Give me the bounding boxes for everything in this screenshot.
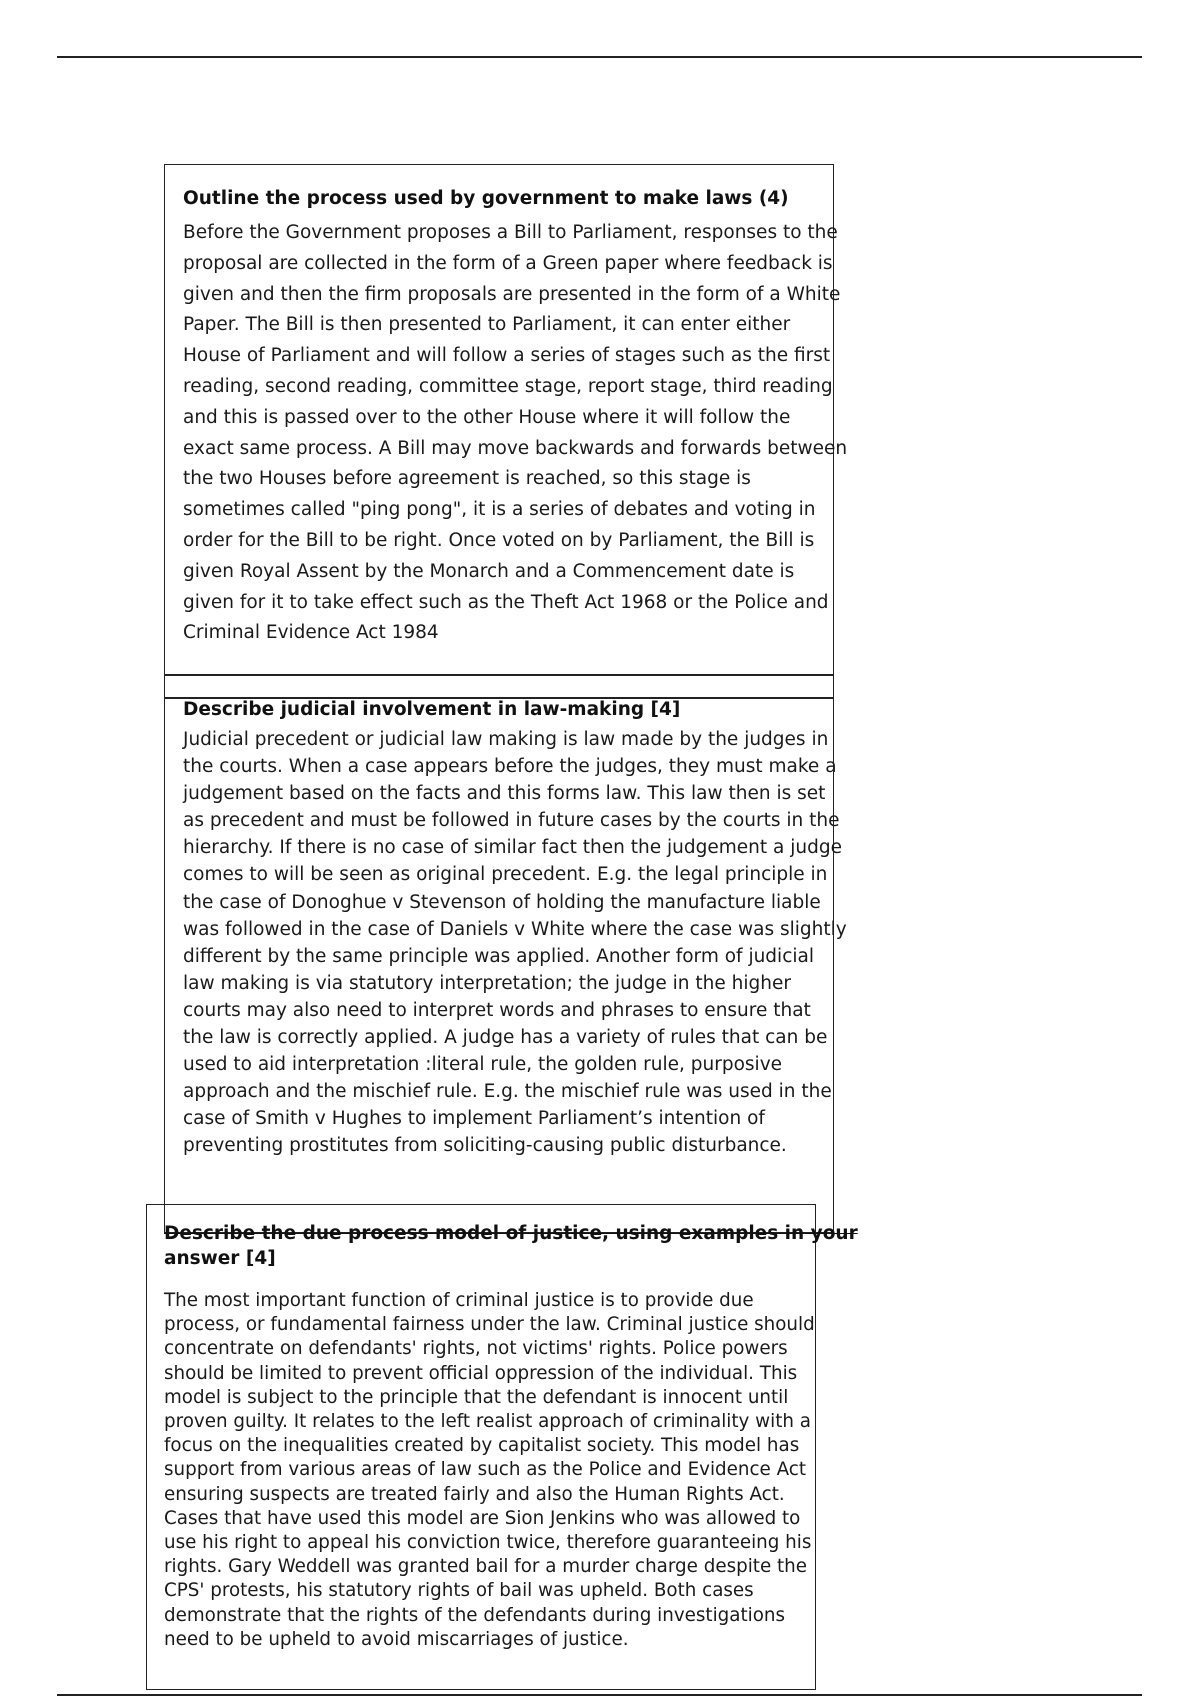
- section2-line: law making is via statutory interpretation; the judge in the higher: [183, 972, 791, 994]
- section1-line: Criminal Evidence Act 1984: [183, 622, 439, 644]
- section1-line: reading, second reading, committee stage, report stage, third reading: [183, 375, 833, 397]
- section3-heading: [164, 1221, 858, 1271]
- section3-line: demonstrate that the rights of the defendants during investigations: [164, 1604, 786, 1626]
- top-rule: [57, 56, 1142, 58]
- section2-heading: Describe judicial involvement in law-making [4]: [183, 699, 681, 720]
- section3-line: ensuring suspects are treated fairly and also the Human Rights Act.: [164, 1483, 785, 1505]
- bottom-rule: [57, 1694, 1142, 1696]
- section3-line: process, or fundamental fairness under the law. Criminal justice should: [164, 1314, 815, 1336]
- section1-line: House of Parliament and will follow a series of stages such as the first: [183, 345, 831, 367]
- section1-line: order for the Bill to be right. Once voted on by Parliament, the Bill is: [183, 529, 815, 551]
- answer-box-1-footer: [164, 675, 834, 699]
- section1-line: Paper. The Bill is then presented to Parliament, it can enter either: [183, 314, 791, 336]
- section3-line: model is subject to the principle that the defendant is innocent until: [164, 1386, 789, 1408]
- section3-line: rights. Gary Weddell was granted bail for a murder charge despite the: [164, 1556, 808, 1578]
- section2-line: used to aid interpretation :literal rule, the golden rule, purposive: [183, 1054, 783, 1076]
- section1-line: the two Houses before agreement is reached, so this stage is: [183, 468, 751, 490]
- section3-line: need to be upheld to avoid miscarriages of justice.: [164, 1628, 629, 1650]
- section2-line: judgement based on the facts and this forms law. This law then is set: [183, 783, 826, 805]
- section3-line: support from various areas of law such as the Police and Evidence Act: [164, 1459, 806, 1481]
- section3-line: Cases that have used this model are Sion Jenkins who was allowed to: [164, 1507, 801, 1529]
- section2-line: was followed in the case of Daniels v White where the case was slightly: [183, 918, 847, 940]
- section1-body: [183, 218, 847, 649]
- section1-line: sometimes called "ping pong", it is a series of debates and voting in: [183, 499, 816, 521]
- section2-line: comes to will be seen as original precedent. E.g. the legal principle in: [183, 864, 828, 886]
- section2-line: different by the same principle was applied. Another form of judicial: [183, 945, 814, 967]
- section1-heading: Outline the process used by government to make laws (4): [183, 188, 789, 209]
- section3-line: should be limited to prevent official oppression of the individual. This: [164, 1362, 798, 1384]
- section1-line: and this is passed over to the other House where it will follow the: [183, 406, 791, 428]
- section2-line: the law is correctly applied. A judge has a variety of rules that can be: [183, 1027, 828, 1049]
- section2-body: [183, 726, 847, 1160]
- section3-line: concentrate on defendants' rights, not victims' rights. Police powers: [164, 1338, 788, 1360]
- section1-line: proposal are collected in the form of a Green paper where feedback is: [183, 252, 833, 274]
- section2-line: case of Smith v Hughes to implement Parliament’s intention of: [183, 1108, 765, 1130]
- section1-line: given Royal Assent by the Monarch and a Commencement date is: [183, 560, 795, 582]
- section2-line: Judicial precedent or judicial law making is law made by the judges in: [183, 729, 829, 750]
- section3-line: The most important function of criminal justice is to provide due: [164, 1290, 754, 1311]
- section3-line: proven guilty. It relates to the left realist approach of criminality with a: [164, 1411, 811, 1433]
- section2-line: the case of Donoghue v Stevenson of holding the manufacture liable: [183, 891, 821, 913]
- section2-line: preventing prostitutes from soliciting-causing public disturbance.: [183, 1135, 787, 1157]
- section2-line: courts may also need to interpret words and phrases to ensure that: [183, 999, 811, 1021]
- section1-line: Before the Government proposes a Bill to Parliament, responses to the: [183, 222, 838, 243]
- section1-line: given and then the firm proposals are presented in the form of a White: [183, 283, 841, 305]
- section2-line: the courts. When a case appears before the judges, they must make a: [183, 756, 837, 778]
- section3-line: focus on the inequalities created by capitalist society. This model has: [164, 1435, 800, 1457]
- section3-heading-line: answer [4]: [164, 1248, 276, 1269]
- section3-line: CPS' protests, his statutory rights of bail was upheld. Both cases: [164, 1580, 754, 1602]
- section3-body: [164, 1289, 815, 1652]
- section2-line: as precedent and must be followed in future cases by the courts in the: [183, 810, 840, 832]
- section2-line: hierarchy. If there is no case of similar fact then the judgement a judge: [183, 837, 842, 859]
- section1-line: given for it to take effect such as the Theft Act 1968 or the Police and: [183, 591, 829, 613]
- section1-line: exact same process. A Bill may move backwards and forwards between: [183, 437, 848, 459]
- section3-line: use his right to appeal his conviction twice, therefore guaranteeing his: [164, 1532, 812, 1554]
- section3-heading-line: Describe the due process model of justice, using examples in your: [164, 1223, 858, 1244]
- section2-line: approach and the mischief rule. E.g. the mischief rule was used in the: [183, 1081, 832, 1103]
